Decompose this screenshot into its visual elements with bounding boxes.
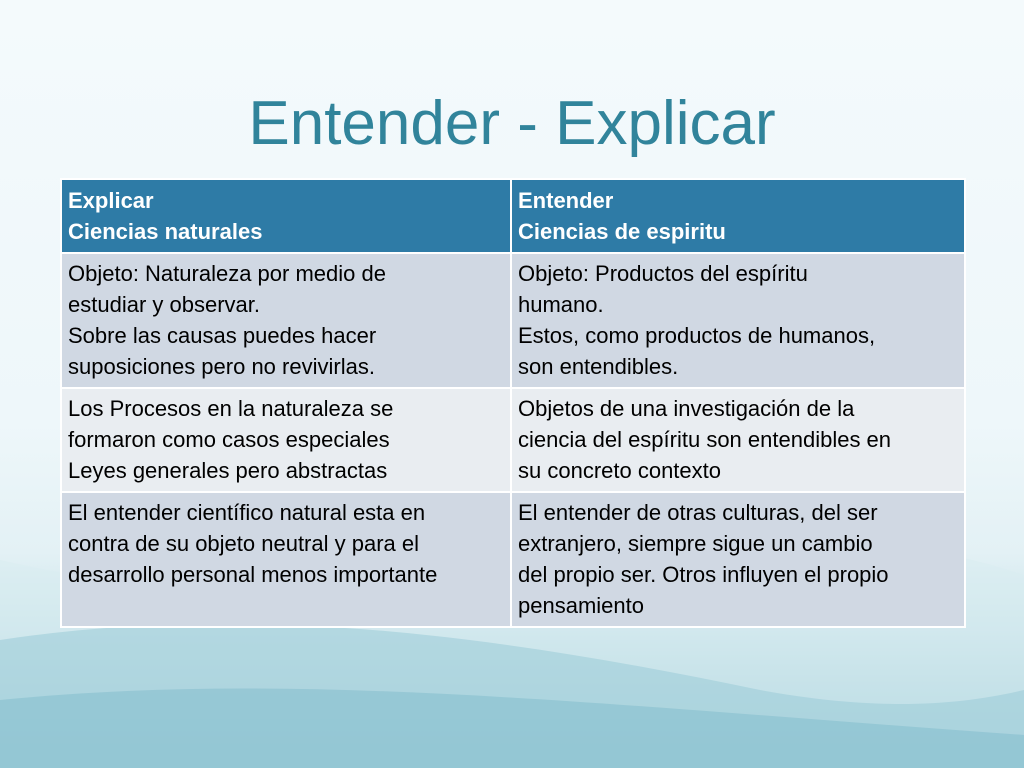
cell-line: su concreto contexto: [518, 458, 722, 483]
cell-line: El entender de otras culturas, del ser: [518, 500, 878, 525]
table-row: [61, 253, 965, 388]
cell-line: desarrollo personal menos importante: [68, 562, 438, 587]
cell-line: Sobre las causas puedes hacer: [68, 323, 377, 348]
table-cell: [61, 492, 511, 627]
table-header-row: [61, 179, 965, 253]
cell-line: humano.: [518, 292, 604, 317]
cell-line: ciencia del espíritu son entendibles en: [518, 427, 892, 452]
header-line: Explicar: [68, 188, 154, 213]
header-line: Ciencias naturales: [68, 219, 263, 244]
header-cell-entender: [511, 179, 965, 253]
cell-line: Leyes generales pero abstractas: [68, 458, 388, 483]
cell-line: estudiar y observar.: [68, 292, 260, 317]
table-cell: [61, 253, 511, 388]
table-cell: [511, 388, 965, 492]
cell-line: formaron como casos especiales: [68, 427, 390, 452]
table-row: [61, 492, 965, 627]
cell-line: del propio ser. Otros influyen el propio: [518, 562, 889, 587]
cell-line: son entendibles.: [518, 354, 679, 379]
cell-line: Objetos de una investigación de la: [518, 396, 855, 421]
cell-line: Objeto: Productos del espíritu: [518, 261, 808, 286]
slide-title: Entender - Explicar: [248, 89, 776, 158]
cell-line: suposiciones pero no revivirlas.: [68, 354, 375, 379]
cell-line: contra de su objeto neutral y para el: [68, 531, 420, 556]
cell-line: Los Procesos en la naturaleza se: [68, 396, 394, 421]
table-cell: [61, 388, 511, 492]
table-row: [61, 388, 965, 492]
cell-line: Estos, como productos de humanos,: [518, 323, 876, 348]
header-line: Ciencias de espiritu: [518, 219, 726, 244]
header-cell-explicar: [61, 179, 511, 253]
comparison-table: [60, 178, 966, 628]
cell-line: pensamiento: [518, 593, 644, 618]
cell-line: El entender científico natural esta en: [68, 500, 426, 525]
table-cell: [511, 253, 965, 388]
header-line: Entender: [518, 188, 614, 213]
cell-line: extranjero, siempre sigue un cambio: [518, 531, 873, 556]
table-cell: [511, 492, 965, 627]
cell-line: Objeto: Naturaleza por medio de: [68, 261, 386, 286]
